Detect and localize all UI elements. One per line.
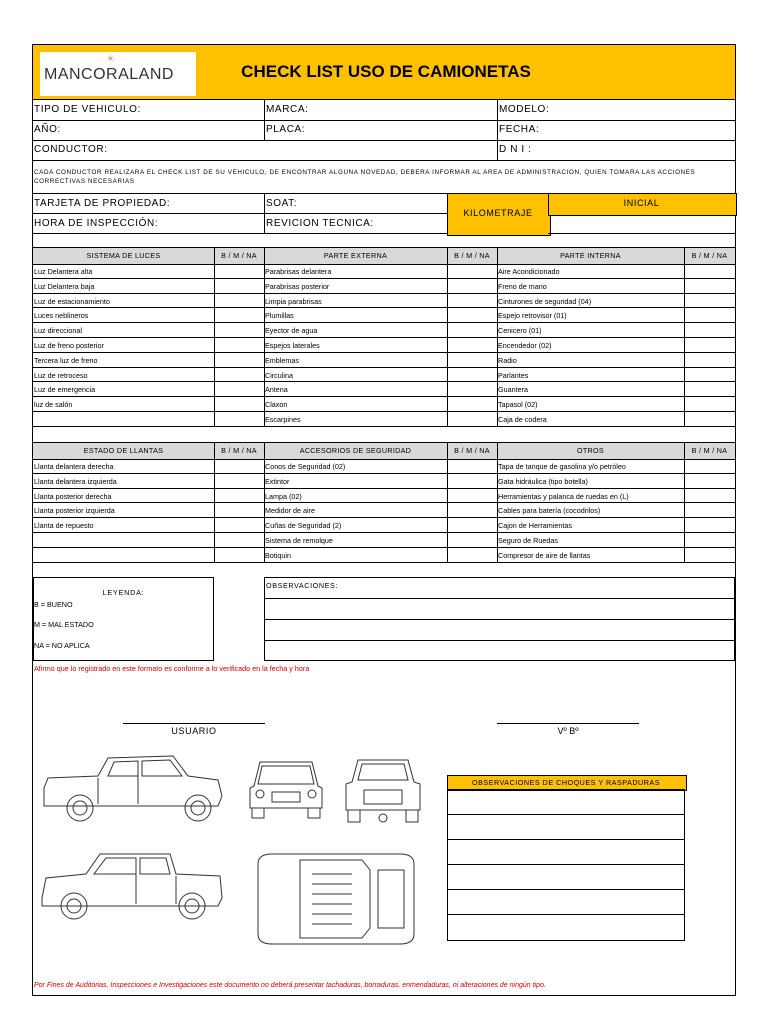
checklist-item: Seguro de Ruedas [498, 536, 558, 545]
checklist-item: Medidor de aire [265, 506, 315, 516]
checklist-item: Guantera [498, 385, 528, 395]
modelo-label: MODELO: [499, 104, 550, 115]
rating-cell[interactable] [214, 322, 264, 337]
rating-cell[interactable] [447, 352, 497, 367]
checklist-item: Eyector de agua [265, 326, 318, 336]
checklist-item: Luz Delantera baja [34, 281, 95, 291]
placa-label: PLACA: [266, 124, 306, 135]
rating-cell[interactable] [214, 293, 264, 308]
tarjeta-label: TARJETA DE PROPIEDAD: [34, 198, 171, 209]
checklist-item: Tapa de tanque de gasolina y/o petróleo [498, 462, 626, 471]
rating-cell[interactable] [214, 517, 264, 532]
rating-cell[interactable] [684, 293, 735, 308]
rating-cell[interactable] [214, 488, 264, 503]
rating-cell[interactable] [447, 293, 497, 308]
rating-cell[interactable] [214, 547, 264, 562]
section-title-2: ACCESORIOS DE SEGURIDAD [299, 446, 412, 455]
rating-cell[interactable] [684, 411, 735, 426]
inicial-label: INICIAL [623, 198, 660, 208]
checklist-item: Extintor [265, 476, 290, 486]
checklist-item: Encendedor (02) [498, 341, 552, 350]
checklist-item: Circulina [265, 370, 293, 380]
rating-cell[interactable] [447, 411, 497, 426]
checklist-item: Llanta delantera izquierda [34, 476, 117, 486]
checklist-item: Tercera luz de freno [34, 355, 98, 365]
checklist-item: Parabrisas delantera [265, 267, 332, 276]
rating-cell[interactable] [447, 337, 497, 352]
rating-cell[interactable] [447, 307, 497, 322]
vb-signature-label: Vº Bº [557, 726, 579, 736]
truck-top-view-icon [252, 850, 420, 948]
rating-cell[interactable] [684, 458, 735, 473]
rating-cell[interactable] [684, 517, 735, 532]
logo-text: MANCORALAND [44, 66, 174, 83]
rating-cell[interactable] [684, 367, 735, 382]
rating-cell[interactable] [447, 263, 497, 278]
rating-cell[interactable] [684, 307, 735, 322]
checklist-item: Luz de estacionamiento [34, 296, 110, 306]
checklist-item: Espejo retrovisor (01) [498, 311, 567, 321]
choques-title: OBSERVACIONES DE CHOQUES Y RASPADURAS [472, 778, 660, 787]
truck-side-view-icon [38, 748, 228, 830]
revision-tecnica-label: REVICION TECNICA: [266, 218, 374, 229]
checklist-item: Escarpines [265, 415, 301, 424]
legend-title: LEYENDA: [102, 588, 145, 597]
legend-na: NA = NO APLICA [34, 641, 90, 650]
rating-cell[interactable] [684, 263, 735, 278]
truck-side-view-left-icon [36, 848, 228, 924]
usuario-signature-label: USUARIO [171, 726, 217, 736]
rating-cell[interactable] [447, 367, 497, 382]
checklist-item: Cuñas de Seguridad (2) [265, 521, 342, 531]
checklist-item: Llanta de repuesto [34, 521, 94, 531]
checklist-item: Radio [498, 355, 517, 365]
legend-b: B = BUENO [34, 600, 73, 609]
rating-cell[interactable] [447, 458, 497, 473]
rating-cell[interactable] [214, 396, 264, 411]
rating-cell[interactable] [214, 337, 264, 352]
logo-sun-icon: ☀ [106, 54, 115, 65]
rating-cell[interactable] [214, 411, 264, 426]
checklist-item: Llanta posterior derecha [34, 491, 112, 501]
rating-cell[interactable] [447, 488, 497, 503]
checklist-item: Tapasol (02) [498, 400, 538, 410]
checklist-item: Claxon [265, 400, 288, 410]
hora-inspeccion-label: HORA DE INSPECCIÓN: [34, 218, 159, 229]
checklist-item: Conos de Seguridad (02) [265, 462, 346, 471]
rating-cell[interactable] [684, 396, 735, 411]
conductor-label: CONDUCTOR: [34, 144, 108, 155]
checklist-item: Luz Delantera alta [34, 267, 93, 276]
checklist-item: Botiquin [265, 550, 291, 560]
checklist-item: Parlantes [498, 370, 529, 380]
checklist-item: Cinturones de seguridad (04) [498, 296, 592, 306]
rating-cell[interactable] [214, 352, 264, 367]
rating-cell[interactable] [214, 307, 264, 322]
marca-label: MARCA: [266, 104, 309, 115]
checklist-item: Caja de codera [498, 415, 547, 424]
tipo-vehiculo-label: TIPO DE VEHICULO: [34, 104, 141, 115]
checklist-item: Cajon de Herramientas [498, 521, 572, 531]
checklist-item: Luces neblineros [34, 311, 89, 321]
legend-m: M = MAL ESTADO [34, 620, 94, 629]
rating-cell[interactable] [214, 278, 264, 293]
rating-cell[interactable] [684, 547, 735, 562]
rating-cell[interactable] [684, 473, 735, 488]
section-title-3: PARTE INTERNA [560, 251, 621, 260]
checklist-item: Parabrisas posterior [265, 281, 330, 291]
checklist-item: Lampa (02) [265, 491, 302, 501]
checklist-item: Plumillas [265, 311, 294, 321]
truck-front-view-icon [246, 752, 326, 822]
fecha-label: FECHA: [499, 124, 540, 135]
checklist-item: Freno de mano [498, 281, 547, 291]
checklist-item: Emblemas [265, 355, 299, 365]
rating-cell[interactable] [214, 458, 264, 473]
checklist-item: Sistema de remolque [265, 536, 333, 545]
choques-box [447, 789, 685, 941]
rating-header-1: B / M / NA [221, 446, 257, 455]
rating-cell[interactable] [684, 352, 735, 367]
instructions-note: CADA CONDUCTOR REALIZARA EL CHECK LIST DE SU VEHICULO, DE ENCONTRAR ALGUNA NOVEDAD, DEBERA INFORMAR AL AREA DE ADMINISTRACION, QUIEN TOMARA LAS ACCIONES CORRECTIVAS NECESARIAS [34, 169, 696, 185]
rating-cell[interactable] [684, 322, 735, 337]
checklist-item: Antena [265, 385, 288, 395]
rating-cell[interactable] [684, 278, 735, 293]
footer-text: Por Fines de Auditorias, Inspecciones e Investigaciones este documento no deberá presentar tachaduras, borraduras, enmendaduras, ni alteraciones de ningún tipo. [34, 982, 546, 989]
rating-cell[interactable] [447, 502, 497, 517]
rating-header-2: B / M / NA [454, 446, 490, 455]
dni-label: D N I : [499, 144, 532, 155]
checklist-item: Herramientas y palanca de ruedas en (L) [498, 491, 629, 501]
section-title-3: OTROS [576, 446, 605, 455]
checklist-item: Luz de emergencia [34, 385, 96, 395]
checklist-item: Luz direccional [34, 326, 82, 336]
section-title-1: SISTEMA DE LUCES [86, 251, 161, 260]
rating-header-1: B / M / NA [221, 251, 257, 260]
checklist-item: Aire Acondicionado [498, 267, 560, 276]
rating-cell[interactable] [447, 532, 497, 547]
anio-label: AÑO: [34, 124, 61, 135]
section-title-1: ESTADO DE LLANTAS [83, 446, 164, 455]
rating-cell[interactable] [447, 547, 497, 562]
rating-header-3: B / M / NA [691, 446, 728, 455]
soat-label: SOAT: [266, 198, 298, 209]
rating-cell[interactable] [447, 517, 497, 532]
rating-cell[interactable] [214, 473, 264, 488]
checklist-item: Cables para batería (cocodrilos) [498, 506, 601, 516]
rating-cell[interactable] [214, 502, 264, 517]
observaciones-label: OBSERVACIONES: [266, 581, 339, 590]
checklist-item: Limpia parabrisas [265, 296, 322, 306]
affirmation-text: Afirmo que lo registrado en este formato es conforme a lo verificado en la fecha y hora [34, 664, 310, 673]
rating-cell[interactable] [447, 278, 497, 293]
rating-cell[interactable] [447, 322, 497, 337]
rating-cell[interactable] [447, 381, 497, 396]
rating-cell[interactable] [447, 396, 497, 411]
rating-cell[interactable] [214, 367, 264, 382]
section-title-2: PARTE EXTERNA [323, 251, 388, 260]
rating-cell[interactable] [214, 532, 264, 547]
checklist-item: luz de salón [34, 400, 73, 410]
checklist-item: Espejos laterales [265, 341, 320, 350]
checklist-item: Llanta posterior izquierda [34, 506, 115, 516]
rating-header-2: B / M / NA [454, 251, 490, 260]
page-title: CHECK LIST USO DE CAMIONETAS [241, 62, 531, 81]
rating-cell[interactable] [447, 473, 497, 488]
rating-header-3: B / M / NA [691, 251, 728, 260]
checklist-item: Llanta delantera derecha [34, 462, 114, 471]
rating-cell[interactable] [214, 263, 264, 278]
checklist-item: Luz de freno posterior [34, 341, 104, 350]
truck-rear-view-icon [342, 752, 424, 830]
kilometraje-label: KILOMETRAJE [463, 208, 533, 218]
rating-cell[interactable] [684, 488, 735, 503]
rating-cell[interactable] [684, 502, 735, 517]
checklist-item: Luz de retroceso [34, 370, 88, 380]
checklist-item: Gata hidráulica (tipo botella) [498, 476, 588, 486]
rating-cell[interactable] [684, 381, 735, 396]
checklist-item: Compresor de aire de llantas [498, 550, 591, 560]
rating-cell[interactable] [684, 337, 735, 352]
checklist-item: Cenicero (01) [498, 326, 542, 336]
rating-cell[interactable] [684, 532, 735, 547]
rating-cell[interactable] [214, 381, 264, 396]
